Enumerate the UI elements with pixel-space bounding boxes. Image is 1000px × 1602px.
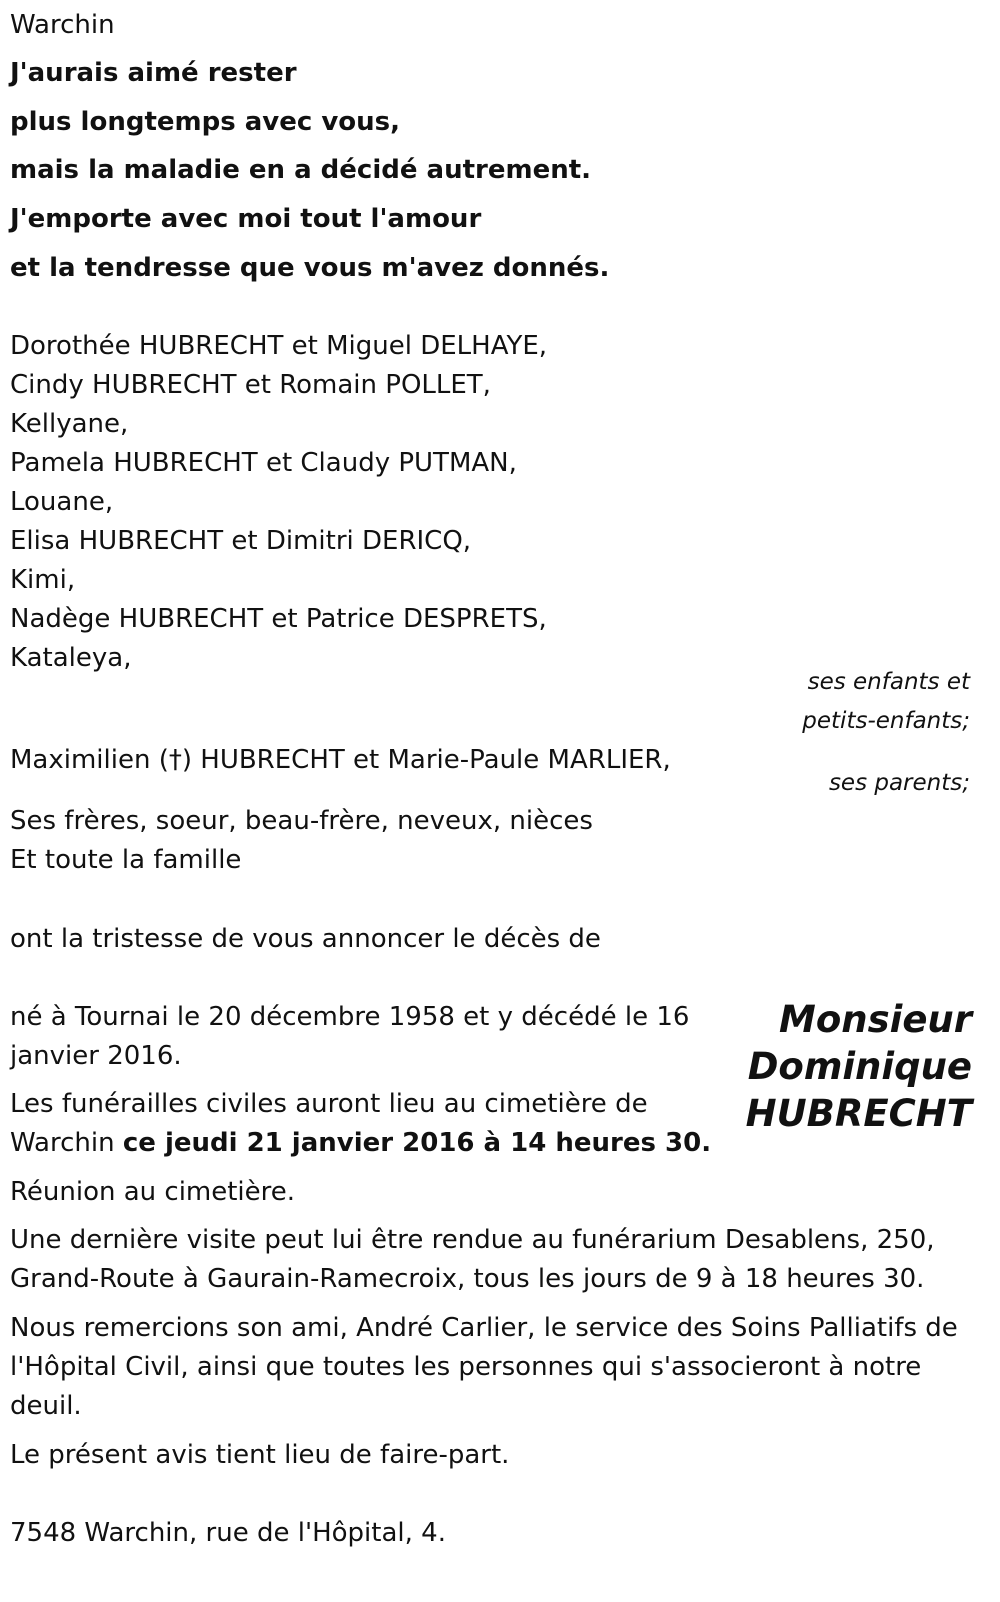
- funeral-date: ce jeudi 21 janvier 2016 à 14 heures 30.: [122, 1128, 712, 1158]
- deceased-name: [746, 996, 972, 1137]
- family-line: Cindy HUBRECHT et Romain POLLET,: [10, 370, 491, 400]
- family-role: petits-enfants;: [802, 708, 970, 734]
- family-line: Nadège HUBRECHT et Patrice DESPRETS,: [10, 604, 547, 634]
- birth-line: né à Tournai le 20 décembre 1958 et y décédé le 16: [10, 1002, 690, 1032]
- notice: Le présent avis tient lieu de faire-part.: [10, 1440, 510, 1470]
- funeral-line: [10, 1128, 711, 1158]
- thanks-line: deuil.: [10, 1391, 82, 1421]
- visit-line: Grand-Route à Gaurain-Ramecroix, tous les jours de 9 à 18 heures 30.: [10, 1264, 925, 1294]
- location-header: Warchin: [10, 10, 115, 40]
- funeral-place: Warchin: [10, 1128, 115, 1158]
- family-line: Kellyane,: [10, 409, 129, 439]
- parents-line: Maximilien (†) HUBRECHT et Marie-Paule MARLIER,: [10, 745, 671, 775]
- parents-role: ses parents;: [828, 770, 970, 796]
- thanks-line: l'Hôpital Civil, ainsi que toutes les personnes qui s'associeront à notre: [10, 1352, 922, 1382]
- family-role: ses enfants et: [807, 669, 970, 695]
- poem-line: mais la maladie en a décidé autrement.: [10, 155, 592, 185]
- deceased-firstname: Dominique: [747, 1045, 972, 1088]
- family-line: Elisa HUBRECHT et Dimitri DERICQ,: [10, 526, 472, 556]
- family-line: Pamela HUBRECHT et Claudy PUTMAN,: [10, 448, 517, 478]
- family-line: Louane,: [10, 487, 114, 517]
- announcement: ont la tristesse de vous annoncer le décès de: [10, 924, 601, 954]
- visit-line: Une dernière visite peut lui être rendue au funérarium Desablens, 250,: [10, 1225, 935, 1255]
- relatives-line: Et toute la famille: [10, 845, 242, 875]
- family-line: Kataleya,: [10, 643, 132, 673]
- thanks-line: Nous remercions son ami, André Carlier, le service des Soins Palliatifs de: [10, 1313, 958, 1343]
- poem-line: et la tendresse que vous m'avez donnés.: [10, 253, 610, 283]
- meeting-note: Réunion au cimetière.: [10, 1177, 296, 1207]
- funeral-line: Les funérailles civiles auront lieu au cimetière de: [10, 1089, 648, 1119]
- deceased-lastname: HUBRECHT: [745, 1092, 972, 1135]
- address: 7548 Warchin, rue de l'Hôpital, 4.: [10, 1518, 446, 1548]
- poem-line: J'emporte avec moi tout l'amour: [10, 204, 482, 234]
- family-line: Kimi,: [10, 565, 76, 595]
- birth-line: janvier 2016.: [10, 1041, 182, 1071]
- poem-line: J'aurais aimé rester: [10, 58, 297, 88]
- poem-line: plus longtemps avec vous,: [10, 107, 401, 137]
- family-line: Dorothée HUBRECHT et Miguel DELHAYE,: [10, 331, 548, 361]
- relatives-line: Ses frères, soeur, beau-frère, neveux, nièces: [10, 806, 593, 836]
- deceased-title: Monsieur: [779, 998, 972, 1041]
